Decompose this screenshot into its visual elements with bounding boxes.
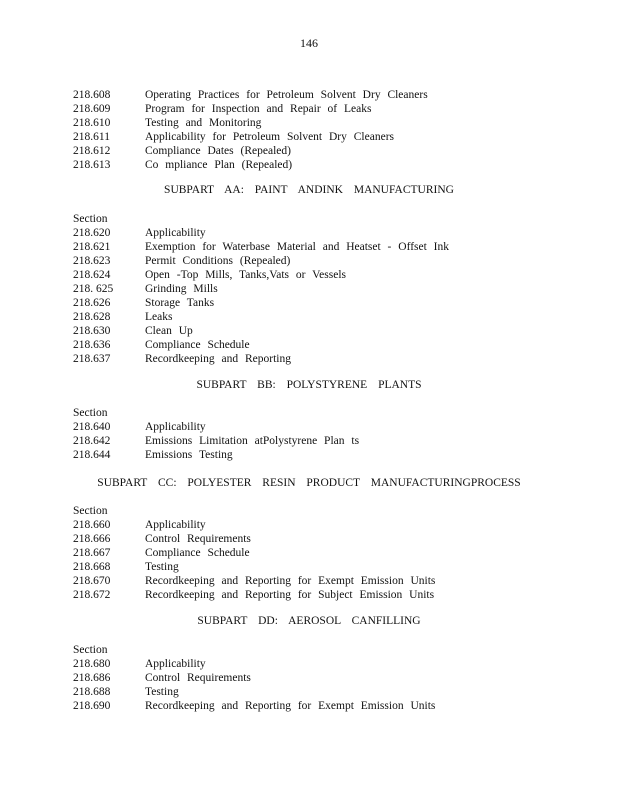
list-item (73, 116, 593, 130)
section-number: 218.690 (73, 700, 111, 712)
section-label: Section (73, 505, 108, 517)
section-number: 218.637 (73, 353, 111, 365)
section-number: 218.621 (73, 241, 111, 253)
section-title: Emissions Testing (145, 449, 233, 461)
subpart-heading: SUBPART DD: AEROSOL CANFILLING (197, 615, 421, 627)
list-item (73, 324, 593, 338)
section-title: Leaks (145, 311, 173, 323)
section-number: 218.610 (73, 117, 111, 129)
list-item (73, 296, 593, 310)
section-list (73, 406, 593, 462)
section-title: Applicability (145, 227, 206, 239)
section-title: Exemption for Waterbase Material and Heatset - Offset Ink (145, 241, 449, 253)
list-item (73, 685, 593, 699)
section-number: 218.668 (73, 561, 111, 573)
list-item (73, 268, 593, 282)
section-title: Recordkeeping and Reporting (145, 353, 291, 365)
list-item (73, 158, 593, 172)
list-item (73, 282, 593, 296)
list-item (73, 226, 593, 240)
list-item (73, 448, 593, 462)
section-number: 218.666 (73, 533, 111, 545)
section-title: Grinding Mills (145, 283, 218, 295)
page-number: 146 (300, 36, 318, 50)
list-item (73, 532, 593, 546)
section-title: Applicability (145, 421, 206, 433)
list-item (73, 699, 593, 713)
section-number: 218.626 (73, 297, 111, 309)
section-number: 218.680 (73, 658, 111, 670)
list-item (73, 352, 593, 366)
section-number: 218.642 (73, 435, 111, 447)
list-item (73, 588, 593, 602)
section-number: 218.686 (73, 672, 111, 684)
section-title: Emissions Limitation atPolystyrene Plan ts (145, 435, 360, 447)
section-number: 218. 625 (73, 283, 114, 295)
section-title: Testing (145, 561, 179, 573)
list-item (73, 130, 593, 144)
section-title: Control Requirements (145, 533, 251, 545)
section-title: Storage Tanks (145, 297, 215, 309)
list-item (73, 102, 593, 116)
list-item (73, 434, 593, 448)
section-label: Section (73, 407, 108, 419)
section-title: Recordkeeping and Reporting for Subject Emission Units (145, 589, 435, 601)
list-item (73, 518, 593, 532)
section-title: Control Requirements (145, 672, 251, 684)
subpart-heading: SUBPART BB: POLYSTYRENE PLANTS (196, 379, 422, 391)
section-number: 218.688 (73, 686, 111, 698)
section-title: Testing (145, 686, 179, 698)
section-number: 218.612 (73, 145, 111, 157)
section-number: 218.609 (73, 103, 111, 115)
list-item (73, 560, 593, 574)
section-number: 218.672 (73, 589, 111, 601)
list-item (73, 144, 593, 158)
list-item (73, 338, 593, 352)
section-number: 218.620 (73, 227, 111, 239)
section-number: 218.630 (73, 325, 111, 337)
section-title: Applicability for Petroleum Solvent Dry Cleaners (145, 131, 394, 143)
list-item (73, 671, 593, 685)
section-title: Clean Up (145, 325, 193, 337)
list-item (73, 88, 593, 102)
section-number: 218.640 (73, 421, 111, 433)
list-item (73, 574, 593, 588)
section-number: 218.636 (73, 339, 111, 351)
section-title: Permit Conditions (Repealed) (145, 255, 291, 267)
section-number: 218.623 (73, 255, 111, 267)
section-title: Recordkeeping and Reporting for Exempt Emission Units (145, 700, 436, 712)
section-title: Open -Top Mills, Tanks,Vats or Vessels (145, 269, 347, 281)
section-label: Section (73, 213, 108, 225)
section-title: Testing and Monitoring (145, 117, 262, 129)
section-number: 218.660 (73, 519, 111, 531)
section-list (73, 504, 593, 602)
list-item (73, 310, 593, 324)
section-title: Operating Practices for Petroleum Solvent Dry Cleaners (145, 89, 428, 101)
section-list (73, 643, 593, 713)
section-title: Recordkeeping and Reporting for Exempt Emission Units (145, 575, 436, 587)
section-title: Compliance Schedule (145, 339, 250, 351)
section-list (73, 88, 593, 172)
subpart-heading: SUBPART AA: PAINT ANDINK MANUFACTURING (164, 184, 454, 196)
list-item (73, 420, 593, 434)
list-item (73, 546, 593, 560)
list-item (73, 240, 593, 254)
section-number: 218.613 (73, 159, 111, 171)
section-title: Applicability (145, 658, 206, 670)
section-title: Compliance Schedule (145, 547, 250, 559)
section-title: Co mpliance Plan (Repealed) (145, 159, 293, 171)
section-title: Compliance Dates (Repealed) (145, 145, 291, 157)
section-number: 218.608 (73, 89, 111, 101)
list-item (73, 657, 593, 671)
section-number: 218.611 (73, 131, 110, 143)
section-label: Section (73, 644, 108, 656)
list-item (73, 254, 593, 268)
section-title: Program for Inspection and Repair of Leaks (145, 103, 372, 115)
section-number: 218.644 (73, 449, 111, 461)
section-title: Applicability (145, 519, 206, 531)
section-number: 218.670 (73, 575, 111, 587)
section-number: 218.667 (73, 547, 111, 559)
section-number: 218.628 (73, 311, 111, 323)
section-number: 218.624 (73, 269, 111, 281)
section-list (73, 212, 593, 366)
subpart-heading: SUBPART CC: POLYESTER RESIN PRODUCT MANUFACTURINGPROCESS (97, 477, 521, 489)
